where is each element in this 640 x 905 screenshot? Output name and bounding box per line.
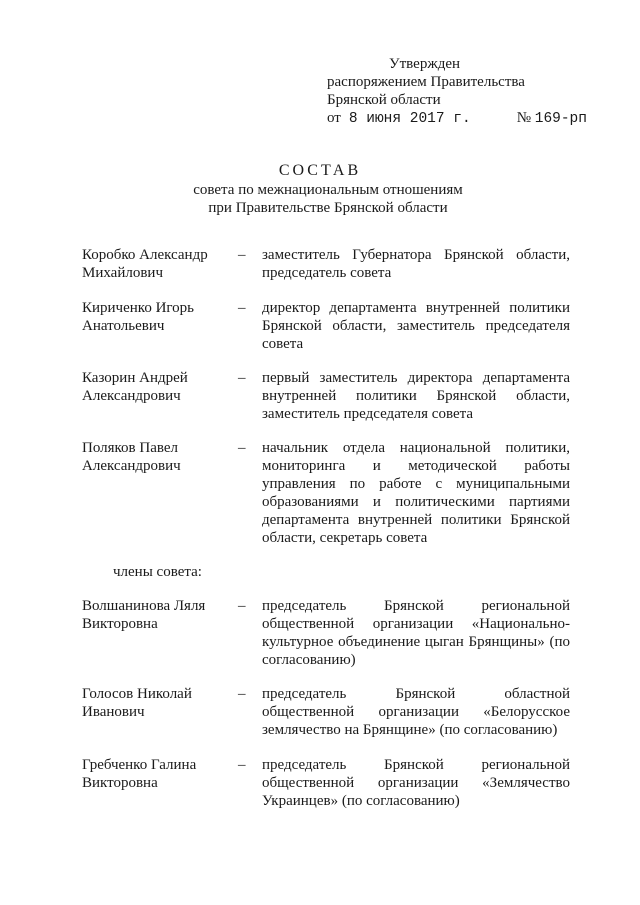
approval-number: 169-рп: [534, 111, 587, 127]
member-name: Кириченко Игорь Анатольевич: [82, 300, 195, 334]
member-role: председатель Брянской областной общественной организации «Белорусское землячество на Брянщине» (по согласованию): [262, 686, 570, 738]
members-label: члены совета:: [113, 564, 202, 580]
document-subtitle-1: совета по межнациональным отношениям: [193, 182, 463, 198]
member-name: Коробко Александр Михайлович: [82, 247, 208, 281]
member-name: Гребченко Галина Викторовна: [82, 757, 197, 791]
member-role: начальник отдела национальной политики, мониторинга и методической работы управления по работе с муниципальными образованиями и политическими партиями департамента внутренней политики Брянской области, секретарь совета: [262, 440, 570, 546]
document-heading: [0, 162, 640, 217]
member-dash: –: [238, 757, 246, 773]
member-name: Казорин Андрей Александрович: [82, 370, 188, 404]
member-dash: –: [238, 300, 246, 316]
member-dash: –: [238, 598, 246, 614]
member-dash: –: [238, 686, 246, 702]
member-role: заместитель Губернатора Брянской области, председатель совета: [262, 247, 570, 281]
approval-line-3: Брянской области: [327, 92, 441, 108]
member-role: первый заместитель директора департамента внутренней политики Брянской области, заместитель председателя совета: [262, 370, 570, 422]
member-dash: –: [238, 247, 246, 263]
member-role: председатель Брянской региональной общественной организации «Землячество Украинцев» (по согласованию): [262, 757, 570, 809]
member-name: Поляков Павел Александрович: [82, 440, 181, 474]
approval-title: Утвержден: [389, 56, 461, 72]
approval-date-prefix: от: [327, 110, 341, 126]
approval-number-sign: №: [516, 110, 531, 126]
member-dash: –: [238, 370, 246, 386]
member-role: председатель Брянской региональной общественной организации «Национально-культурное объединение цыган Брянщины» (по согласованию): [262, 598, 570, 668]
member-name: Волшанинова Ляля Викторовна: [82, 598, 206, 632]
member-dash: –: [238, 440, 246, 456]
approval-date-line: [327, 109, 587, 128]
approval-date: 8 июня 2017 г.: [348, 111, 471, 127]
member-role: директор департамента внутренней политики Брянской области, заместитель председателя совета: [262, 300, 570, 352]
approval-line-2: распоряжением Правительства: [327, 74, 525, 90]
member-name: Голосов Николай Иванович: [82, 686, 192, 720]
document-subtitle-2: при Правительстве Брянской области: [208, 200, 448, 216]
document-title: СОСТАВ: [278, 162, 362, 179]
approval-block: [327, 55, 587, 128]
